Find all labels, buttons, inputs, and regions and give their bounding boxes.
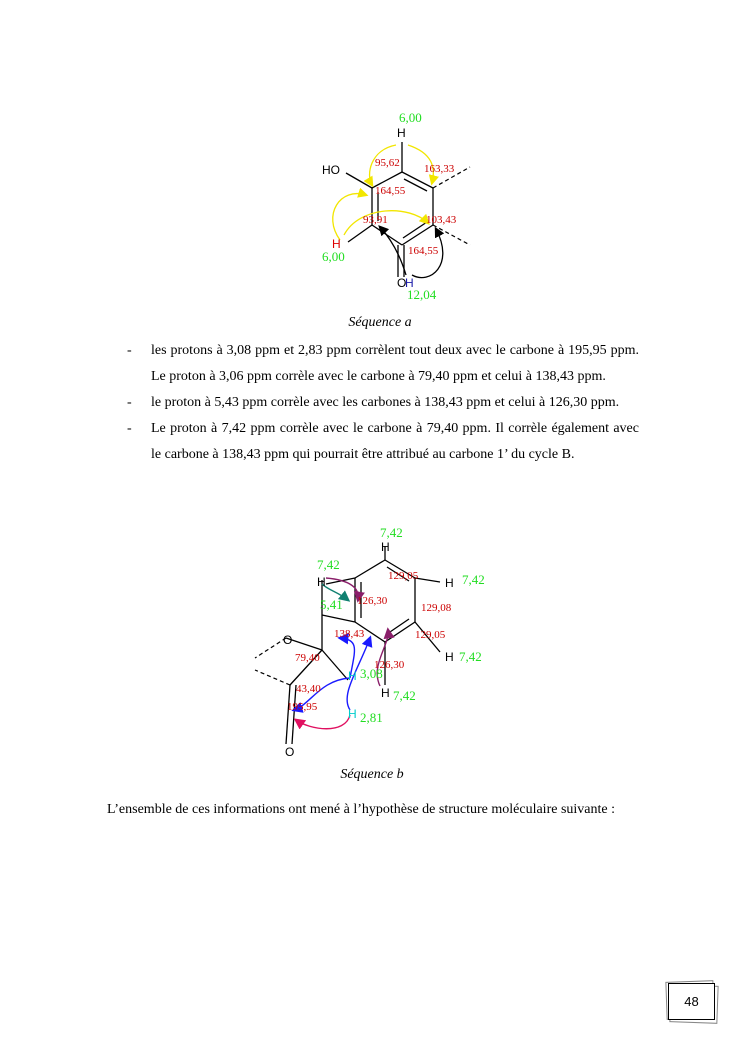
sequence-a-svg [300, 105, 500, 305]
oh-shift: 12,04 [407, 287, 437, 302]
h-left-atom: H [332, 237, 341, 251]
oh-h-atom: H [405, 276, 414, 290]
c-shift-2: 163,33 [424, 163, 455, 175]
bullet-dash: - [127, 343, 132, 358]
sequence-b-svg [250, 520, 530, 760]
sequence-b-caption: Séquence b [340, 767, 404, 782]
h-shift-6: 5,41 [320, 597, 343, 612]
h-cyan1-atom: H [348, 669, 357, 683]
c-shift-4: 93,91 [363, 214, 388, 226]
correlation-list [127, 338, 639, 468]
h-shift-5: 7,42 [393, 688, 416, 703]
h-shift-3: 7,42 [462, 572, 485, 587]
sequence-a-structure [300, 105, 500, 305]
list-item [127, 338, 639, 390]
o-ether-atom: O [283, 633, 293, 647]
cb-shift-5: 129,05 [415, 629, 446, 641]
cb-shift-7: 79,40 [295, 652, 320, 664]
h-shift-8: 2,81 [360, 710, 383, 725]
list-item-text: le proton à 5,43 ppm corrèle avec les carbones à 138,43 ppm et celui à 126,30 ppm. [151, 395, 620, 410]
cb-shift-9: 195,95 [287, 701, 318, 713]
bullet-dash: - [127, 421, 132, 436]
h-cyan2-atom: H [348, 707, 357, 721]
h-ortho-atom: H [381, 686, 390, 700]
c-shift-5: 103,43 [426, 214, 457, 226]
oh-o-atom: O [397, 276, 407, 290]
cb-shift-6: 126,30 [374, 659, 405, 671]
h-meta1-atom: H [445, 576, 454, 590]
c-shift-3: 164,55 [375, 185, 406, 197]
list-item-text: Le proton à 7,42 ppm corrèle avec le carbone à 79,40 ppm. Il corrèle également avec le carbone à 138,43 ppm qui pourrait être attribué au carbone 1’ du cycle B. [151, 421, 639, 462]
c-shift-6: 164,55 [408, 245, 439, 257]
h-para-atom: H [381, 540, 390, 554]
cb-shift-4: 138,43 [334, 628, 365, 640]
list-item [127, 416, 639, 468]
conclusion-paragraph: L’ensemble de ces informations ont mené à l’hypothèse de structure moléculaire suivante : [107, 802, 615, 817]
h-shift-1: 7,42 [380, 525, 403, 540]
list-item [127, 390, 639, 416]
h-left-shift: 6,00 [322, 249, 345, 264]
h-meta2-atom: H [445, 650, 454, 664]
cb-shift-1: 129,05 [388, 570, 419, 582]
h-ortho2-atom: H [317, 575, 326, 589]
ho-atom: HO [322, 163, 340, 177]
sequence-b-structure [250, 520, 530, 760]
h-top-atom: H [397, 126, 406, 140]
o-carbonyl-atom: O [285, 745, 295, 759]
h-shift-7: 3,08 [360, 666, 383, 681]
h-shift-4: 7,42 [459, 649, 482, 664]
h-top-shift: 6,00 [399, 110, 422, 125]
bullet-dash: - [127, 395, 132, 410]
sequence-a-caption: Séquence a [348, 315, 412, 330]
list-item-text: les protons à 3,08 ppm et 2,83 ppm corrèlent tout deux avec le carbone à 195,95 ppm. Le proton à 3,06 ppm corrèle avec le carbone à 79,40 ppm et celui à 138,43 ppm. [151, 343, 639, 384]
cb-shift-8: 43,40 [296, 683, 321, 695]
cb-shift-2: 126,30 [357, 595, 388, 607]
h-shift-2: 7,42 [317, 557, 340, 572]
cb-shift-3: 129,08 [421, 602, 452, 614]
page-number: 48 [668, 983, 715, 1020]
c-shift-1: 95,62 [375, 157, 400, 169]
